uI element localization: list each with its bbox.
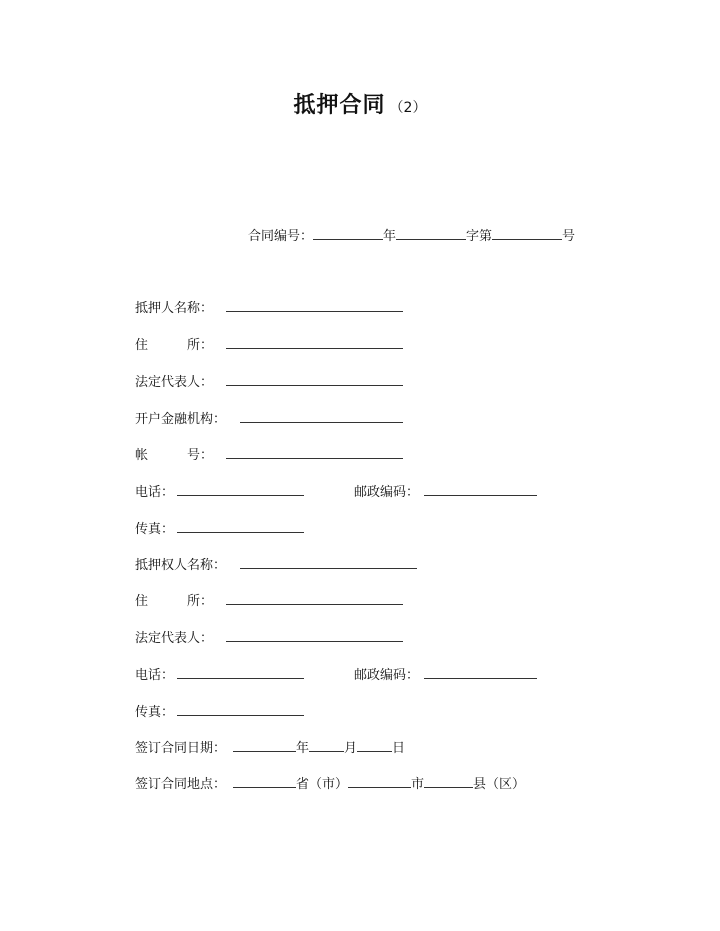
signing-date-label: 签订合同日期： — [135, 741, 227, 756]
mortgagee-phone-field[interactable] — [177, 664, 304, 679]
title-main: 抵押合同 — [293, 93, 386, 118]
mortgagor-legal-rep-field[interactable] — [226, 371, 403, 386]
mortgagee-fax-label: 传真： — [135, 705, 175, 720]
mortgagor-fax-row — [135, 518, 304, 538]
title-sub: （2） — [389, 100, 427, 116]
mortgagor-bank-label: 开户金融机构： — [135, 412, 227, 427]
county-label: 县（区） — [473, 777, 526, 792]
mortgagee-address-row — [135, 590, 403, 610]
mortgagee-address-field[interactable] — [226, 590, 403, 605]
contract-number-label: 合同编号： — [248, 229, 314, 244]
signing-county-field[interactable] — [424, 773, 473, 788]
mortgagee-name-field[interactable] — [240, 554, 417, 569]
signing-place-label: 签订合同地点： — [135, 777, 227, 792]
signing-month-field[interactable] — [309, 737, 344, 752]
mortgagor-address-field[interactable] — [226, 334, 403, 349]
mortgagor-name-field[interactable] — [226, 297, 403, 312]
mortgagor-bank-field[interactable] — [240, 408, 403, 423]
mortgagee-phone-row — [135, 664, 304, 684]
mortgagor-phone-label: 电话： — [135, 485, 175, 500]
mortgagor-postcode-row — [354, 481, 537, 501]
mortgagor-postcode-field[interactable] — [424, 481, 537, 496]
signing-year-field[interactable] — [233, 737, 296, 752]
mortgagee-postcode-field[interactable] — [424, 664, 537, 679]
mortgagee-address-label: 住 所： — [135, 594, 214, 609]
signing-place-row — [135, 773, 525, 793]
signing-day-label: 日 — [392, 741, 406, 756]
document-title — [0, 88, 720, 119]
mortgagee-postcode-row — [354, 664, 537, 684]
mortgagor-postcode-label: 邮政编码： — [354, 485, 420, 500]
mortgagor-address-row — [135, 334, 403, 354]
contract-year-blank[interactable] — [313, 225, 383, 240]
mortgagee-name-label: 抵押权人名称： — [135, 558, 227, 573]
mortgagee-phone-label: 电话： — [135, 668, 175, 683]
mortgagor-address-label: 住 所： — [135, 338, 214, 353]
mortgagor-account-label: 帐 号： — [135, 448, 214, 463]
mortgagee-fax-row — [135, 701, 304, 721]
mortgagee-legal-rep-field[interactable] — [226, 627, 403, 642]
contract-zi-blank[interactable] — [396, 225, 466, 240]
mortgagee-name-row — [135, 554, 417, 574]
mortgagor-name-label: 抵押人名称： — [135, 301, 214, 316]
signing-date-row — [135, 737, 405, 757]
mortgagor-phone-field[interactable] — [177, 481, 304, 496]
mortgagor-fax-field[interactable] — [177, 518, 304, 533]
contract-number-row — [248, 225, 575, 245]
contract-hao-blank[interactable] — [492, 225, 562, 240]
hao-label: 号 — [562, 229, 576, 244]
mortgagor-phone-row — [135, 481, 304, 501]
year-label: 年 — [383, 229, 397, 244]
mortgagor-legal-rep-row — [135, 371, 403, 391]
signing-city-field[interactable] — [348, 773, 411, 788]
mortgagor-account-row — [135, 444, 403, 464]
mortgagee-legal-rep-row — [135, 627, 403, 647]
signing-day-field[interactable] — [357, 737, 392, 752]
mortgagor-fax-label: 传真： — [135, 522, 175, 537]
mortgagee-fax-field[interactable] — [177, 701, 304, 716]
mortgagee-legal-rep-label: 法定代表人： — [135, 631, 214, 646]
mortgagor-legal-rep-label: 法定代表人： — [135, 375, 214, 390]
province-label: 省（市） — [296, 777, 349, 792]
city-label: 市 — [411, 777, 425, 792]
mortgagor-name-row — [135, 297, 403, 317]
mortgagor-account-field[interactable] — [226, 444, 403, 459]
signing-month-label: 月 — [344, 741, 358, 756]
mortgagee-postcode-label: 邮政编码： — [354, 668, 420, 683]
mortgagor-bank-row — [135, 408, 403, 428]
signing-year-label: 年 — [296, 741, 310, 756]
zi-di-label: 字第 — [466, 229, 493, 244]
signing-province-field[interactable] — [233, 773, 296, 788]
